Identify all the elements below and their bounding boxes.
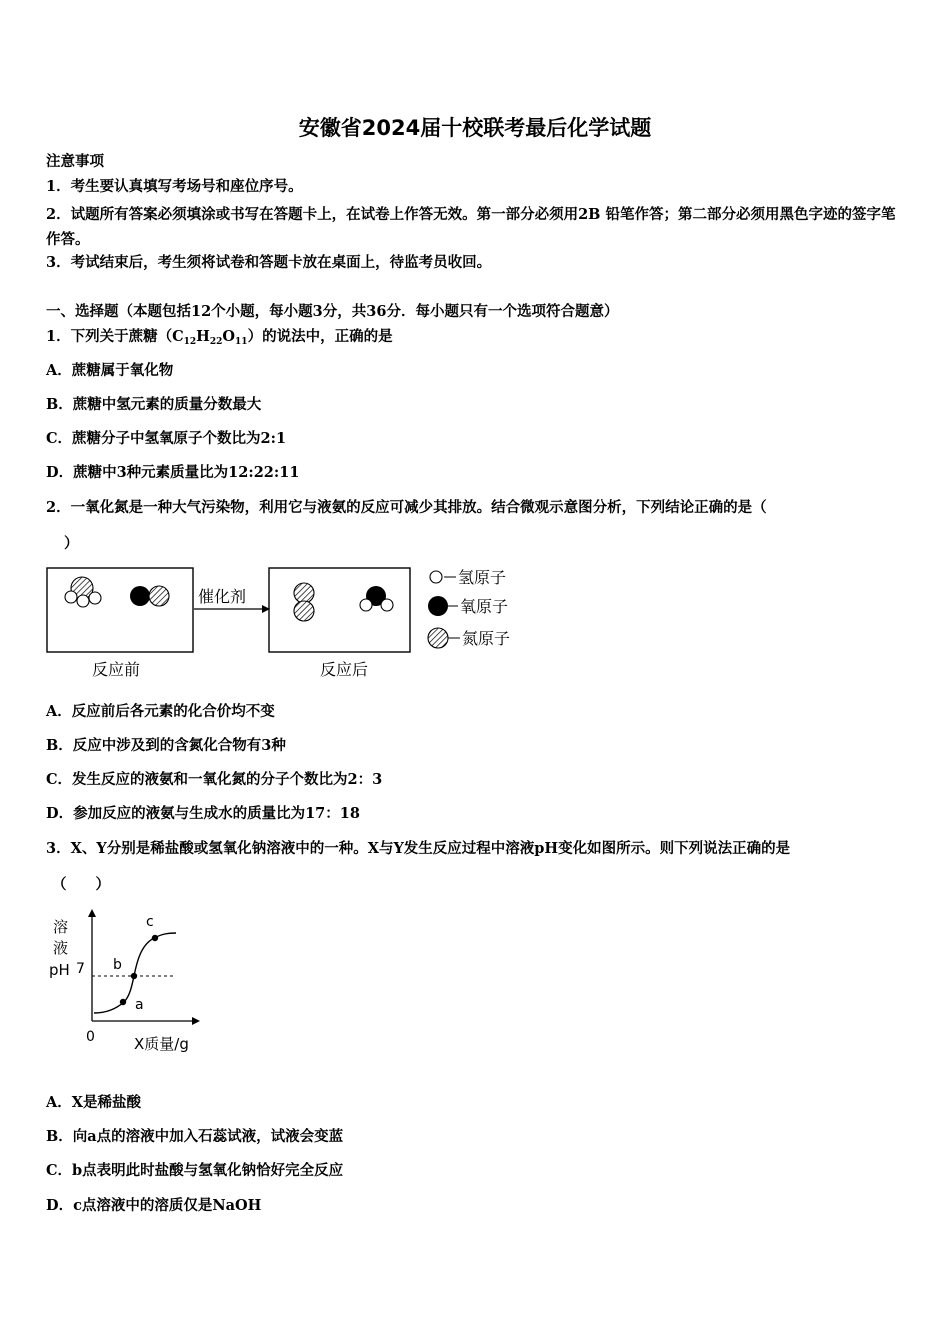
q1-stem-prefix: 1．下列关于蔗糖（C xyxy=(46,328,184,345)
y-label-1: 溶 xyxy=(53,918,69,936)
q3-option-a: A．X是稀盐酸 xyxy=(46,1094,142,1111)
q1-option-d: D．蔗糖中3种元素质量比为12:22:11 xyxy=(46,464,300,481)
q2-reaction-diagram xyxy=(40,562,540,687)
q1-stem xyxy=(46,327,393,352)
q3-option-b: B．向a点的溶液中加入石蕊试液，试液会变蓝 xyxy=(46,1128,344,1145)
legend-nitrogen xyxy=(428,628,510,648)
y-label-2: 液 xyxy=(53,939,69,957)
point-a xyxy=(120,999,126,1005)
point-b-label: b xyxy=(113,957,122,973)
nitrogen-molecule xyxy=(294,583,314,621)
q2-stem-line2: ） xyxy=(64,535,79,552)
catalyst-label: 催化剂 xyxy=(198,587,247,606)
q1-mid-h: H xyxy=(196,328,210,345)
legend-oxygen xyxy=(428,596,508,616)
page-title: 安徽省2024届十校联考最后化学试题 xyxy=(298,116,652,140)
y-label-3: pH xyxy=(49,961,70,979)
q3-stem-line2: （ ） xyxy=(52,876,110,893)
q2-option-a: A．反应前后各元素的化合价均不变 xyxy=(46,703,275,720)
ammonia-molecule xyxy=(65,577,101,607)
nitric-oxide-molecule xyxy=(130,586,169,606)
point-c-label: c xyxy=(146,914,154,930)
y-tick-7: 7 xyxy=(76,961,85,977)
origin-label: 0 xyxy=(86,1029,95,1045)
q3-option-c: C．b点表明此时盐酸与氢氧化钠恰好完全反应 xyxy=(46,1162,344,1179)
point-a-label: a xyxy=(135,997,144,1013)
legend-hydrogen-label: 氢原子 xyxy=(458,568,507,587)
before-box xyxy=(47,568,193,652)
hydrogen-icon xyxy=(430,571,442,583)
q3-stem-line1: 3．X、Y分别是稀盐酸或氢氧化钠溶液中的一种。X与Y发生反应过程中溶液pH变化如图所示。则下列说法正确的是 xyxy=(46,840,791,857)
y-axis-arrow xyxy=(88,909,96,917)
notes-heading: 注意事项 xyxy=(46,153,104,170)
q1-option-b: B．蔗糖中氢元素的质量分数最大 xyxy=(46,396,262,413)
section-heading: 一、选择题（本题包括12个小题，每小题3分，共36分．每小题只有一个选项符合题意） xyxy=(46,303,619,320)
point-b xyxy=(131,973,137,979)
after-label: 反应后 xyxy=(320,660,369,679)
before-label: 反应前 xyxy=(92,660,141,679)
q1-option-c: C．蔗糖分子中氢氧原子个数比为2:1 xyxy=(46,430,287,447)
nitrogen-icon xyxy=(428,628,448,648)
q1-sub-c: 12 xyxy=(183,337,197,347)
q2-option-c: C．发生反应的液氨和一氧化氮的分子个数比为2：3 xyxy=(46,771,383,788)
q1-mid-o: O xyxy=(222,328,236,345)
q1-stem-suffix: ）的说法中，正确的是 xyxy=(247,328,393,345)
q1-option-a: A．蔗糖属于氧化物 xyxy=(46,362,174,379)
note-1: 1．考生要认真填写考场号和座位序号。 xyxy=(46,178,303,195)
water-molecule xyxy=(360,586,393,611)
x-axis-label: X质量/g xyxy=(134,1035,189,1053)
note-3: 3．考试结束后，考生须将试卷和答题卡放在桌面上，待监考员收回。 xyxy=(46,254,492,271)
q2-option-d: D．参加反应的液氨与生成水的质量比为17：18 xyxy=(46,805,360,822)
legend-hydrogen xyxy=(430,568,506,587)
x-axis-arrow xyxy=(192,1017,200,1025)
q3-option-d: D．c点溶液中的溶质仅是NaOH xyxy=(46,1197,262,1214)
legend-oxygen-label: 氧原子 xyxy=(460,597,509,616)
q1-sub-o: 11 xyxy=(235,337,248,347)
q2-option-b: B．反应中涉及到的含氮化合物有3种 xyxy=(46,737,286,754)
point-c xyxy=(152,935,158,941)
oxygen-icon xyxy=(428,596,448,616)
q2-stem-line1: 2．一氧化氮是一种大气污染物，利用它与液氨的反应可减少其排放。结合微观示意图分析，下列结论正确的是（ xyxy=(46,499,767,516)
note-2: 2．试题所有答案必须填涂或书写在答题卡上，在试卷上作答无效。第一部分必须用2B 铅笔作答；第二部分必须用黑色字迹的签字笔作答。 xyxy=(46,206,896,248)
q1-sub-h: 22 xyxy=(209,337,223,347)
q3-ph-graph xyxy=(44,905,214,1055)
legend-nitrogen-label: 氮原子 xyxy=(462,629,511,648)
